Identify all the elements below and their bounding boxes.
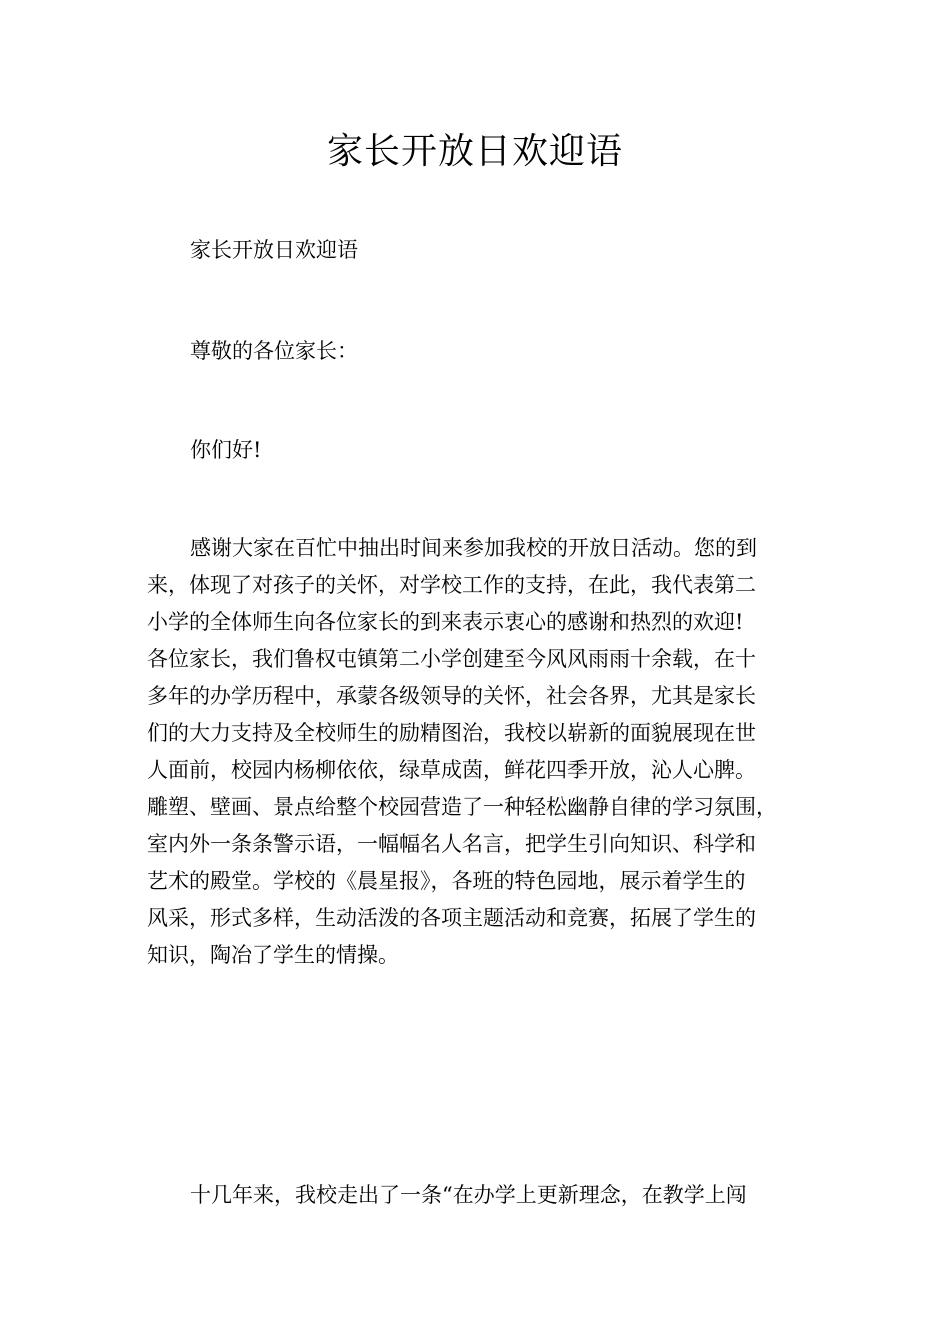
body-line: 雕塑、壁画、景点给整个校园营造了一种轻松幽静自律的学习氛围， — [147, 795, 777, 819]
body-paragraph-2 — [147, 1177, 827, 1214]
body-paragraph-1 — [147, 530, 827, 974]
body-line: 艺术的殿堂。学校的《晨星报》，各班的特色园地，展示着学生的 — [147, 869, 746, 893]
body-line: 风采，形式多样，生动活泼的各项主题活动和竞赛，拓展了学生的 — [147, 906, 756, 930]
body-line: 多年的办学历程中，承蒙各级领导的关怀，社会各界，尤其是家长 — [147, 684, 756, 708]
document-title: 家长开放日欢迎语 — [326, 131, 623, 172]
body-line: 们的大力支持及全校师生的励精图治，我校以崭新的面貌展现在世 — [147, 721, 756, 745]
salutation: 尊敬的各位家长： — [190, 339, 358, 363]
body-line: 室内外一条条警示语，一幅幅名人名言，把学生引向知识、科学和 — [147, 832, 756, 856]
body-line: 知识，陶冶了学生的情操。 — [147, 943, 399, 967]
body-line: 人面前，校园内杨柳依依，绿草成茵，鲜花四季开放，沁人心脾。 — [147, 758, 756, 782]
body-line: 感谢大家在百忙中抽出时间来参加我校的开放日活动。您的到 — [190, 536, 757, 560]
body-line: 各位家长，我们鲁权屯镇第二小学创建至今风风雨雨十余载，在十 — [147, 647, 756, 671]
body-line: 小学的全体师生向各位家长的到来表示衷心的感谢和热烈的欢迎! — [147, 610, 744, 634]
document-subtitle: 家长开放日欢迎语 — [190, 238, 358, 262]
body-line: 来，体现了对孩子的关怀，对学校工作的支持，在此，我代表第二 — [147, 573, 756, 597]
body-line: 十几年来，我校走出了一条“在办学上更新理念，在教学上闯 — [190, 1183, 747, 1207]
greeting: 你们好! — [190, 438, 262, 462]
